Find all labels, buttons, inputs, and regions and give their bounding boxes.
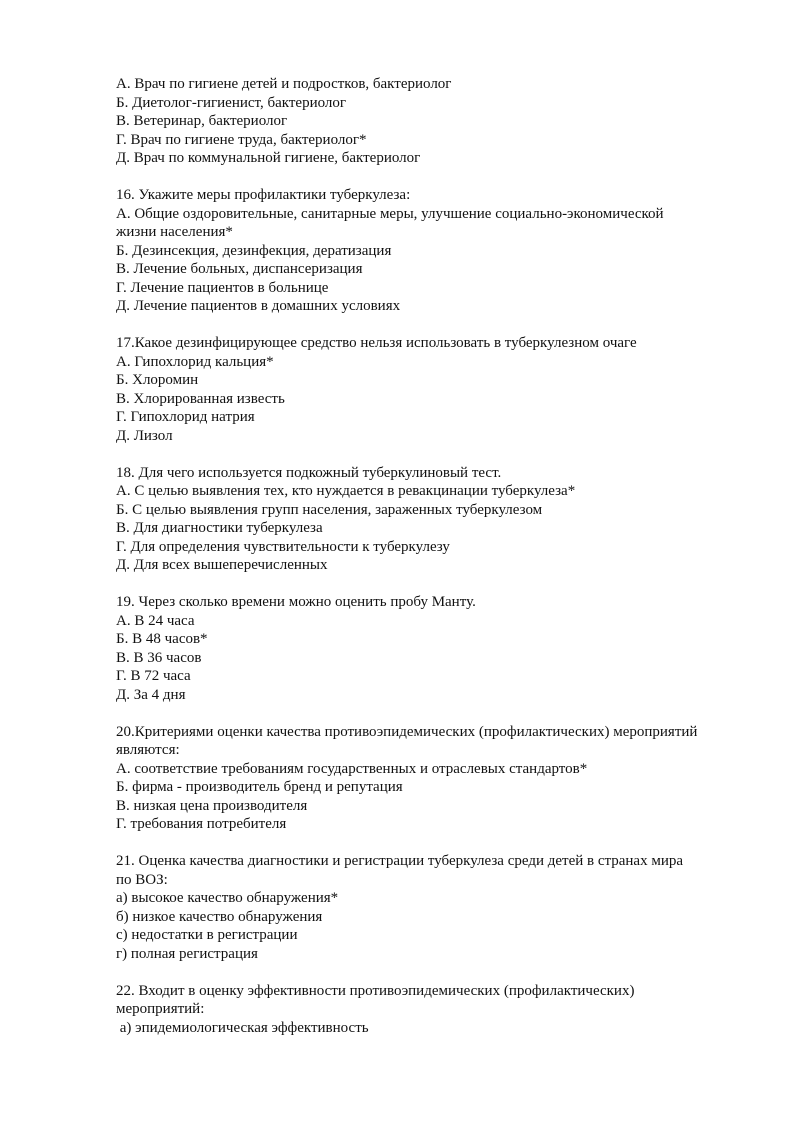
question-text: 17.Какое дезинфицирующее средство нельзя использовать в туберкулезном очаге — [116, 335, 637, 351]
answer-option: Д. Лизол — [116, 427, 173, 444]
question-text: 20.Критериями оценки качества противоэпидемических (профилактических) мероприятий — [116, 723, 698, 740]
answer-option: с) недостатки в регистрации — [116, 927, 298, 943]
answer-option: В. низкая цена производителя — [116, 797, 308, 814]
answer-option: Б. В 48 часов* — [116, 631, 208, 647]
paragraph-gap — [116, 575, 746, 594]
question-block-19 — [116, 593, 746, 704]
answer-option: Д. Врач по коммунальной гигиене, бактериолог — [116, 150, 421, 166]
paragraph-gap — [116, 168, 746, 187]
question-text: 16. Укажите меры профилактики туберкулеза: — [116, 187, 411, 203]
answer-option: Б. фирма - производитель бренд и репутация — [116, 779, 403, 795]
paragraph-gap — [116, 704, 746, 723]
answer-option: Б. Диетолог-гигиенист, бактериолог — [116, 94, 347, 111]
paragraph-gap — [116, 834, 746, 853]
answer-option: В. Ветеринар, бактериолог — [116, 113, 288, 129]
answer-option: А. В 24 часа — [116, 612, 195, 629]
question-text-continuation: по ВОЗ: — [116, 871, 168, 888]
answer-option: г) полная регистрация — [116, 945, 258, 962]
question-block-18 — [116, 464, 746, 575]
answer-option: Г. Гипохлорид натрия — [116, 409, 255, 425]
answer-option: а) высокое качество обнаружения* — [116, 890, 339, 906]
question-text: 18. Для чего используется подкожный туберкулиновый тест. — [116, 464, 502, 481]
question-text-continuation: мероприятий: — [116, 1001, 205, 1017]
answer-option: А. Общие оздоровительные, санитарные меры, улучшение социально-экономической — [116, 205, 664, 222]
answer-option: Г. требования потребителя — [116, 816, 287, 832]
question-text: 22. Входит в оценку эффективности противоэпидемических (профилактических) — [116, 982, 635, 999]
answer-option: А. Гипохлорид кальция* — [116, 353, 274, 370]
answer-option: В. Лечение больных, диспансеризация — [116, 261, 363, 277]
answer-option: Б. Хлоромин — [116, 372, 199, 388]
question-text: 21. Оценка качества диагностики и регистрации туберкулеза среди детей в странах мира — [116, 853, 684, 869]
answer-option: Д. За 4 дня — [116, 686, 186, 703]
answer-block-15 — [116, 75, 746, 168]
answer-option-continuation: жизни населения* — [116, 224, 233, 240]
answer-option: а) эпидемиологическая эффективность — [116, 1019, 369, 1036]
answer-option: Г. Для определения чувствительности к туберкулезу — [116, 538, 450, 555]
answer-option: В. В 36 часов — [116, 649, 202, 666]
answer-option: А. Врач по гигиене детей и подростков, бактериолог — [116, 76, 452, 92]
document-page — [116, 75, 746, 1037]
answer-option: В. Для диагностики туберкулеза — [116, 520, 323, 536]
paragraph-gap — [116, 963, 746, 982]
answer-option: Г. Лечение пациентов в больнице — [116, 279, 329, 296]
question-block-21 — [116, 852, 746, 963]
question-text: 19. Через сколько времени можно оценить пробу Манту. — [116, 594, 476, 610]
question-text-continuation: являются: — [116, 742, 180, 758]
answer-option: Б. Дезинсекция, дезинфекция, дератизация — [116, 242, 392, 259]
paragraph-gap — [116, 316, 746, 335]
answer-option: Д. Лечение пациентов в домашних условиях — [116, 298, 401, 314]
question-block-17 — [116, 334, 746, 445]
question-block-22 — [116, 982, 746, 1038]
answer-option: б) низкое качество обнаружения — [116, 908, 323, 925]
answer-option: А. С целью выявления тех, кто нуждается в ревакцинации туберкулеза* — [116, 483, 576, 499]
answer-option: В. Хлорированная известь — [116, 390, 285, 407]
answer-option: Б. С целью выявления групп населения, зараженных туберкулезом — [116, 501, 543, 518]
paragraph-gap — [116, 445, 746, 464]
answer-option: Д. Для всех вышеперечисленных — [116, 557, 328, 573]
answer-option: А. соответствие требованиям государственных и отраслевых стандартов* — [116, 760, 588, 777]
answer-option: Г. В 72 часа — [116, 668, 191, 684]
answer-option: Г. Врач по гигиене труда, бактериолог* — [116, 131, 367, 148]
question-block-16 — [116, 186, 746, 316]
question-block-20 — [116, 723, 746, 834]
